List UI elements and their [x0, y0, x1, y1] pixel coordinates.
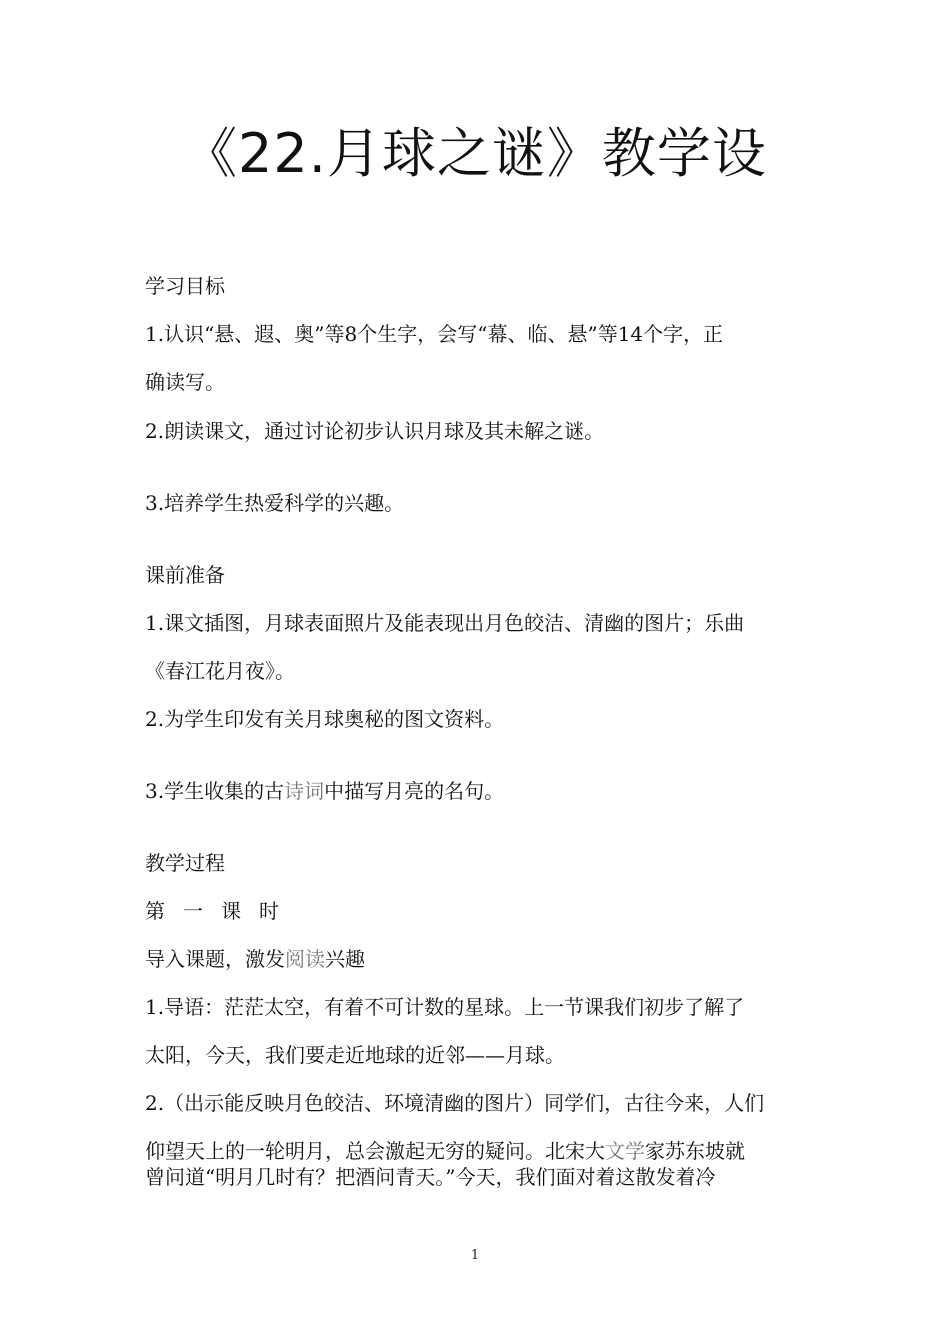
prep-3 [145, 777, 815, 805]
intro-text-pre: 导入课题，激发 [145, 947, 285, 971]
prep-heading: 课前准备 [145, 563, 225, 587]
prep-3-text-pre: 3.学生收集的古 [145, 779, 285, 803]
step-2-link[interactable]: 文学 [605, 1139, 645, 1163]
intro-link[interactable]: 阅读 [285, 947, 325, 971]
lesson-heading: 第一课时 [145, 899, 297, 923]
goals-heading: 学习目标 [145, 274, 225, 298]
goal-1-line-1: 1.认识“悬、遐、奥”等8个生字，会写“幕、临、悬”等14个字，正 [145, 322, 724, 346]
prep-1-line-2: 《春江花月夜》。 [145, 659, 295, 683]
prep-2: 2.为学生印发有关月球奥秘的图文资料。 [145, 707, 505, 731]
step-2-text-pre: 仰望天上的一轮明月，总会激起无穷的疑问。北宋大 [145, 1139, 605, 1163]
intro-heading [145, 945, 815, 973]
intro-text-post: 兴趣 [325, 947, 365, 971]
step-1-line-2: 太阳，今天，我们要走近地球的近邻——月球。 [145, 1043, 565, 1067]
step-1-line-1: 1.导语：茫茫太空，有着不可计数的星球。上一节课我们初步了解了 [145, 995, 745, 1019]
prep-3-text-post: 中描写月亮的名句。 [324, 779, 505, 803]
step-2-text-post: 家苏东坡就 [645, 1139, 745, 1163]
page-number: 1 [470, 1248, 480, 1263]
goal-2: 2.朗读课文，通过讨论初步认识月球及其未解之谜。 [145, 419, 605, 443]
step-2-line-3: 曾问道“明月几时有？把酒问青天。”今天，我们面对着这散发着冷 [145, 1165, 716, 1189]
prep-1-line-1: 1.课文插图，月球表面照片及能表现出月色皎洁、清幽的图片；乐曲 [145, 611, 745, 635]
process-heading: 教学过程 [145, 851, 225, 875]
step-2-line-2 [145, 1137, 815, 1165]
prep-3-link[interactable]: 诗词 [284, 779, 325, 803]
document-title: 《22.月球之谜》教学设 [183, 122, 767, 185]
goal-3: 3.培养学生热爱科学的兴趣。 [145, 491, 405, 515]
goal-1-line-2: 确读写。 [145, 370, 225, 394]
step-2-line-1: 2.（出示能反映月色皎洁、环境清幽的图片）同学们，古往今来，人们 [145, 1091, 765, 1115]
